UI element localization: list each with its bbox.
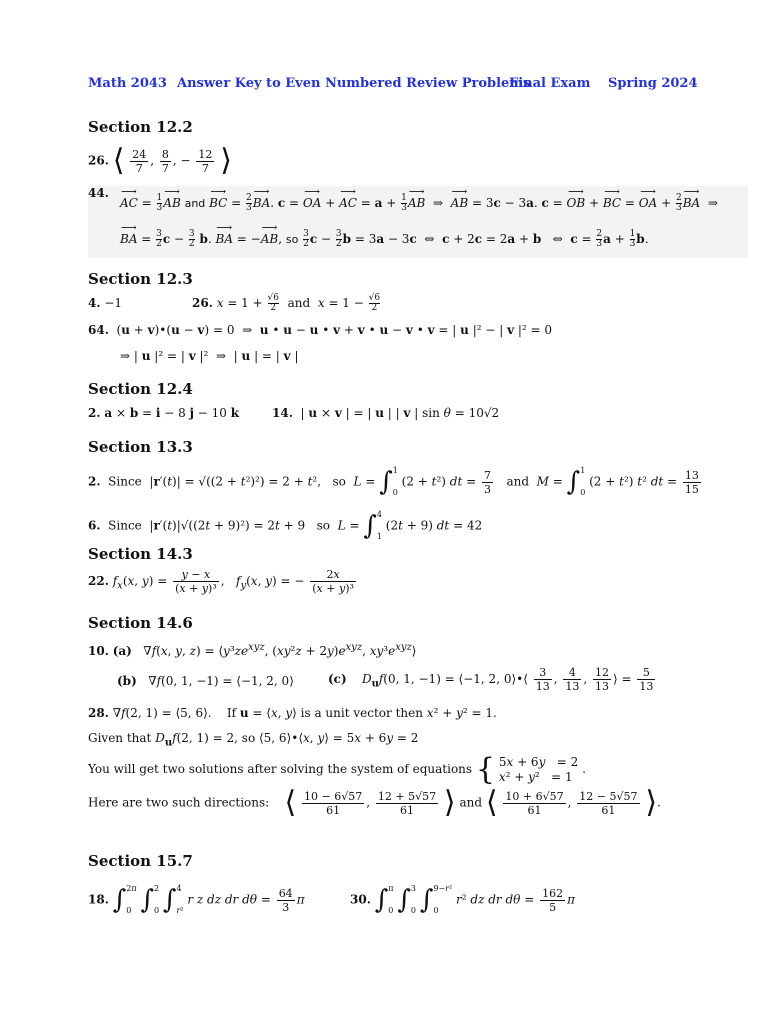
section-heading-12-4: Section 12.4 (88, 380, 193, 398)
problem-18: 18. ∫ 2π 0 ∫ 2 0 ∫ 4 r² r z dz dr dθ = $\frac{64}{3}$ π (88, 884, 305, 915)
section-heading-14-3: Section 14.3 (88, 545, 193, 563)
problem-28-line-3: You will get two solutions after solving the system of equations { 5x + 6y = 2 x² + y² = 1 . (88, 752, 586, 787)
problem-6: 6. Since |r′(t)|√((2t + 9)²) = 2t + 9 so L = ∫ 4 1 (2t + 9) dt = 42 (88, 510, 483, 541)
problem-22: 22. $f_x(x$, y) = $\frac{y - x}{\text{(x + y)³}}$ , $f_y(x$, y) = − $\frac{2x}{\text{(x + y)³}}$ (88, 568, 354, 595)
term: Spring 2024 (608, 76, 698, 91)
problem-64-line-1: 64. (u + v)•(u − v) = 0 ⇒ u • u − u • v + v • u − v • v = | u |² − | v |² = 0 (88, 323, 553, 337)
section-heading-12-2: Section 12.2 (88, 118, 193, 136)
document-title: Answer Key to Even Numbered Review Problems (177, 76, 531, 91)
problem-2-13-3: 2. Since |r′(t)| = √((2 + t²)²) = 2 + t², so L = ∫ 1 0 (2 + t²) dt = $\frac{7}{3}$ and M = ∫ 1 0 (2 + t²) t² dt = $\frac{13}{15}$ (88, 466, 699, 497)
problem-26-12-3: 26. x = 1 + $\frac{√6}{2}$ and x = 1 − $\frac{√6}{2}$ (192, 293, 381, 313)
section-heading-13-3: Section 13.3 (88, 438, 193, 456)
problem-44: 44. ⟶ AC = $\frac{1}{3}$ ⟶ AB and ⟶ BC = $\frac{2}{3}$ ⟶ BA. c = ⟶ OA + ⟶ AC = a + $\frac{1}{3}$ ⟶ AB ⇒ ⟶ AB = 3c − 3a. c = ⟶ OB + ⟶ BC = ⟶ OA + $\frac{2}{3}$ ⟶ BA ⇒ ⟶ BA = $\frac{3}{2}$ c − $\frac{3}{2}$ b. ⟶ BA = −⟶ AB, so $\frac{3}{2}$ c − $\frac{3}{2}$ b = 3a − 3c ⇔ c + 2c = 2a + b ⇔ c = $\frac{2}{3}$ a + $\frac{1}{3}$ b. (88, 186, 748, 258)
course-name: Math 2043 (88, 76, 167, 91)
section-heading-12-3: Section 12.3 (88, 270, 193, 288)
problem-64-line-2: ⇒ | u |² = | v |² ⇒ | u | = | v | (120, 349, 299, 363)
problem-44-line-1: ⟶ AC = $\frac{1}{3}$ ⟶ AB and ⟶ BC = $\frac{2}{3}$ ⟶ BA. c = ⟶ OA + ⟶ AC = a + $\frac{1}{3}$ ⟶ AB ⇒ ⟶ AB = 3c − 3a. c = ⟶ OB + ⟶ BC = ⟶ OA + $\frac{2}{3}$ ⟶ BA ⇒ (120, 194, 718, 213)
problem-10b: (b) ∇f(0, 1, −1) = ⟨−1, 2, 0⟩ (117, 674, 294, 688)
problem-44-line-2: ⟶ BA = $\frac{3}{2}$ c − $\frac{3}{2}$ b. ⟶ BA = −⟶ AB, so $\frac{3}{2}$ c − $\frac{3}{2}$ b = 3a − 3c ⇔ c + 2c = 2a + b ⇔ c = $\frac{2}{3}$ a + $\frac{1}{3}$ b. (120, 230, 649, 249)
problem-30: 30. ∫ π 0 ∫ 3 0 ∫ 9−r² 0 r² dz dr dθ = $\frac{162}{5}$ π (350, 884, 575, 915)
problem-14: 14. | u × v | = | u | | v | sin θ = 10√2 (272, 406, 500, 420)
problem-10a: 10. (a) ∇f(x, y, $z) = ⟨y^3ze^{xyz}$, $(xy^2z + 2y)e^{xyz}$, $xy^3e^{xyz}⟩$ (88, 642, 417, 658)
problem-4: 4. −1 (88, 296, 123, 310)
problem-28-line-4: Here are two such directions: ⟨ $\frac{10 - 6√57}{61}$ , $\frac{12 + 5√57}{61}$ ⟩ and ⟨ $\frac{10 + 6√57}{61}$ , $\frac{12 - 5√57}{61}$ ⟩. (88, 785, 661, 820)
exam-name: Final Exam (509, 76, 591, 91)
problem-28-line-1: 28. ∇f(2, 1) = ⟨5, 6⟩. If u = ⟨x, y⟩ is a unit vector then x² + y² = 1. (88, 706, 497, 720)
problem-10c: (c) $D_uf(0$, 1, −1) = ⟨−1, 2, 0⟩•⟨ $\frac{3}{13}$ , $\frac{4}{13}$ , $\frac{12}{13}$ ⟩ = $\frac{5}{13}$ (328, 666, 654, 693)
problem-2-12-4: 2. a × b = i − 8 j − 10 k (88, 406, 240, 420)
section-heading-15-7: Section 15.7 (88, 852, 193, 870)
problem-28-line-2: Given that $D_uf(2$, 1) = 2, so ⟨5, 6⟩•⟨x, y⟩ = 5x + 6y = 2 (88, 731, 419, 749)
problem-26-12-2: 26. ⟨ $\frac{24}{7}$ , $\frac{8}{7}$ , − $\frac{12}{7}$ ⟩ (88, 143, 232, 178)
section-heading-14-6: Section 14.6 (88, 614, 193, 632)
